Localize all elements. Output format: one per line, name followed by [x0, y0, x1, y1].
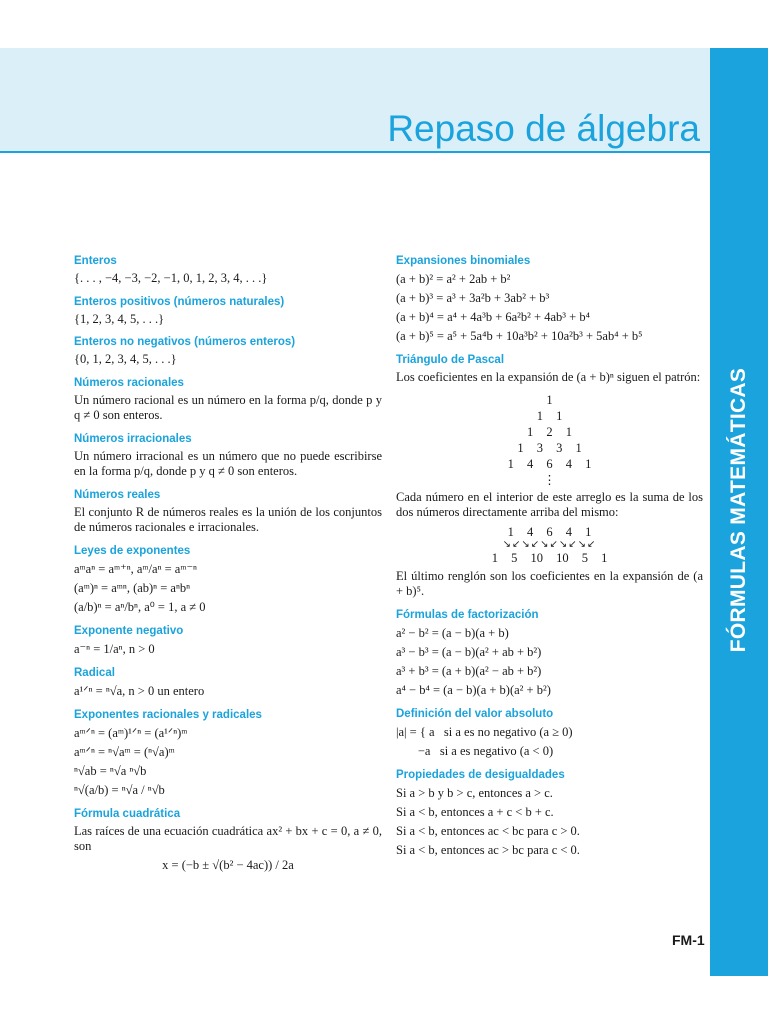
text-desig-2: Si a < b, entonces a + c < b + c.: [396, 804, 554, 819]
side-tab-label: FÓRMULAS MATEMÁTICAS: [727, 367, 750, 653]
heading-enteros: Enteros: [74, 255, 117, 267]
text-enteros: {. . . , −4, −3, −2, −1, 0, 1, 2, 3, 4, . . .}: [74, 271, 268, 285]
formula-racrad-3: ⁿ√ab = ⁿ√a ⁿ√b: [74, 763, 147, 778]
pascal-row: 1 2 1: [527, 424, 572, 439]
heading-numeros-racionales: Números racionales: [74, 376, 184, 389]
page-title: Repaso de álgebra: [387, 108, 700, 149]
formula-racrad-4: ⁿ√(a/b) = ⁿ√a / ⁿ√b: [74, 782, 165, 797]
heading-factorizacion: Fórmulas de factorización: [396, 608, 539, 621]
pascal-example-bottom: 1 5 10 10 5 1: [491, 550, 608, 565]
heading-numeros-irracionales: Números irracionales: [74, 432, 192, 445]
text-formula-cuadratica: Las raíces de una ecuación cuadrática ax² + bx + c = 0, a ≠ 0, son: [74, 823, 382, 853]
formula-factor-2: a³ − b³ = (a − b)(a² + ab + b²): [396, 644, 542, 659]
formula-leyes-1: aᵐaⁿ = aᵐ⁺ⁿ, aᵐ/aⁿ = aᵐ⁻ⁿ: [74, 561, 197, 576]
text-numeros-irracionales: Un número irracional es un número que no puede escribirse en la forma p/q, donde p y q ≠ 0 son enteros.: [74, 448, 382, 478]
pascal-row: 1 4 6 4 1: [507, 456, 592, 471]
text-pascal-intro: Los coeficientes en la expansión de (a + b)ⁿ siguen el patrón:: [396, 370, 701, 384]
formula-factor-1: a² − b² = (a − b)(a + b): [396, 625, 509, 640]
text-numeros-racionales: Un número racional es un número en la forma p/q, donde p y q ≠ 0 son enteros.: [74, 392, 382, 422]
heading-numeros-reales: Números reales: [74, 488, 161, 501]
heading-enteros-positivos: Enteros positivos (números naturales): [74, 295, 285, 308]
formula-leyes-3: (a/b)ⁿ = aⁿ/bⁿ, a⁰ = 1, a ≠ 0: [74, 599, 206, 614]
page-number: FM-1: [672, 932, 705, 948]
pascal-row: 1 3 3 1: [517, 440, 582, 455]
heading-formula-cuadratica: Fórmula cuadrática: [74, 807, 181, 820]
right-column: [396, 254, 703, 861]
formula-racrad-1: aᵐᐟⁿ = (aᵐ)¹ᐟⁿ = (a¹ᐟⁿ)ᵐ: [74, 725, 188, 740]
heading-radical: Radical: [74, 666, 115, 679]
formula-racrad-2: aᵐᐟⁿ = ⁿ√aᵐ = (ⁿ√a)ᵐ: [74, 744, 175, 759]
formula-abs-1: |a| = { a si a es no negativo (a ≥ 0): [396, 724, 573, 739]
pascal-row: 1: [546, 392, 553, 407]
formula-factor-3: a³ + b³ = (a + b)(a² − ab + b²): [396, 663, 542, 678]
text-desig-1: Si a > b y b > c, entonces a > c.: [396, 785, 553, 800]
text-pascal-last: El último renglón son los coeficientes en la expansión de (a + b)⁵.: [396, 568, 703, 598]
formula-cuadratica: x = (−b ± √(b² − 4ac)) / 2a: [162, 857, 294, 872]
heading-triangulo-pascal: Triángulo de Pascal: [396, 354, 505, 366]
heading-expansiones-binomiales: Expansiones binomiales: [396, 255, 531, 267]
text-enteros-no-negativos: {0, 1, 2, 3, 4, 5, . . .}: [74, 352, 177, 366]
text-desig-3: Si a < b, entonces ac < bc para c > 0.: [396, 823, 580, 838]
heading-exponente-negativo: Exponente negativo: [74, 624, 184, 637]
pascal-example-top: 1 4 6 4 1: [507, 524, 592, 539]
pascal-row: 1 1: [536, 408, 563, 423]
text-desig-4: Si a < b, entonces ac > bc para c < 0.: [396, 842, 580, 857]
heading-enteros-no-negativos: Enteros no negativos (números enteros): [74, 336, 296, 348]
text-pascal-explain: Cada número en el interior de este arreglo es la suma de los dos números directamente arriba del mismo:: [396, 489, 703, 519]
formula-binom-4: (a + b)⁵ = a⁵ + 5a⁴b + 10a³b² + 10a²b³ + 5ab⁴ + b⁵: [396, 329, 643, 343]
formula-leyes-2: (aᵐ)ⁿ = aᵐⁿ, (ab)ⁿ = aⁿbⁿ: [74, 580, 191, 595]
formula-abs-2: −a si a es negativo (a < 0): [396, 743, 554, 758]
formula-exponente-negativo: a⁻ⁿ = 1/aⁿ, n > 0: [74, 641, 155, 656]
formula-factor-4: a⁴ − b⁴ = (a − b)(a + b)(a² + b²): [396, 682, 551, 697]
header-rule: [0, 151, 710, 153]
formula-binom-3: (a + b)⁴ = a⁴ + 4a³b + 6a²b² + 4ab³ + b⁴: [396, 310, 590, 324]
formula-binom-2: (a + b)³ = a³ + 3a²b + 3ab² + b³: [396, 291, 550, 305]
heading-exponentes-racionales: Exponentes racionales y radicales: [74, 708, 262, 721]
pascal-row: ⋮: [543, 472, 556, 487]
text-enteros-positivos: {1, 2, 3, 4, 5, . . .}: [74, 311, 165, 326]
heading-valor-absoluto: Definición del valor absoluto: [396, 707, 554, 720]
formula-binom-1: (a + b)² = a² + 2ab + b²: [396, 272, 511, 286]
heading-desigualdades: Propiedades de desigualdades: [396, 768, 565, 781]
pascal-example-arrows: ↘↙↘↙↘↙↘↙↘↙: [502, 538, 597, 550]
heading-leyes-exponentes: Leyes de exponentes: [74, 544, 191, 557]
pascal-triangle: [396, 392, 703, 488]
formula-radical: a¹ᐟⁿ = ⁿ√a, n > 0 un entero: [74, 683, 205, 698]
text-numeros-reales: El conjunto R de números reales es la unión de los conjuntos de números racionales e irracionales.: [74, 504, 382, 534]
left-column: [74, 254, 382, 876]
